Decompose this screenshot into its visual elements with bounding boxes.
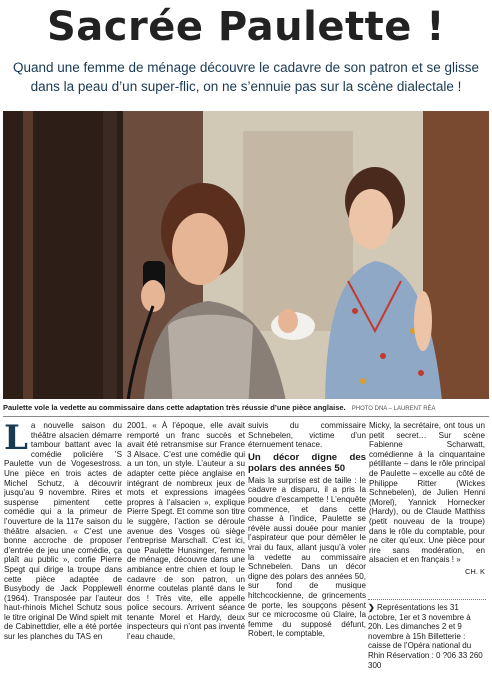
- article-text-col1: a nouvelle saison du théâtre alsacien démarre tambour battant avec la comédie policière ’S Paulette vun de Vogesestross. Une pièce en trois actes de Michel Schutz, à découvrir jusqu’au 9 novembre. Rires et suspense pimentent cette comédie qui a la primeur de l’ouverture de la 117e saison du théâtre alsacien. « C’est une bonne accroche de proposer d’entrée de jeu une comédie, ça plaît au public », confie Pierre Spegt qui dirige la troupe dans cette pièce adaptée de Busybody de Jack Popplewell (1964). Transposée par l’auteur haut-rhinois Michel Schutz sous le titre original De Wind spielt mit de Cabinettdier, elle a été portée sur les planches du TAS en: [4, 421, 122, 642]
- photo-illustration: [3, 111, 489, 399]
- article-text-col4: Micky, la secrétaire, ont tous un petit secret… Sur scène Fabienne Scharwatt, comédienne à la cinquantaine pétillante – dans le rôle principal de Paulette – excelle au côté de Philippe Ritter (Wickes Schnebelen), de Julien Henni (Morel), Yannick Hornecker (Hardy), ou de Claude Matthiss (petit nouveau de la troupe) dans le rôle du comptable, pour ne citer qu’eux. Une pièce pour rire sans modération, en alsacien et en français ! »: [369, 421, 485, 565]
- caption-rule: [3, 416, 489, 417]
- infobox-divider: [368, 599, 486, 600]
- standfirst: Quand une femme de ménage découvre le cadavre de son patron et se glisse dans la peau d’un super-flic, on ne s’ennuie pas sur la scène dialectale !: [12, 60, 480, 94]
- headline: Sacrée Paulette !: [46, 4, 445, 50]
- article-column-1: [4, 418, 122, 642]
- article-text-col3a: suivis du commissaire Schnebelen, victime d’un éternuement tenace.: [248, 421, 366, 450]
- practical-info-text: Représentations les 31 octobre, 1er et 3 novembre à 20h. Les dimanches 2 et 9 novembre à 15h Billetterie : caisse de l’Opéra national du Rhin Réservation : 0 ?06 33 260 300: [368, 603, 483, 670]
- photo-credit: PHOTO DNA – LAURENT RÉA: [351, 406, 436, 412]
- article-text-col3b: Mais la surprise est de taille : le cadavre a disparu, il a pris la poudre d’escampette ! L’enquête commence, et dans cette chasse à l’indice, Paulette se révèle aussi douée pour manier l’aspirateur que pour démêler le vrai du faux, allant jusqu’à voler la vedette au commissaire Schnebelen. Dans un décor digne des polars des années 50, sur fond de musique hitchcockienne, de grincements de porte, les soupçons pèsent sur ce microcosme où Claire, la femme du supposé défunt, Robert, le comptable,: [248, 475, 366, 639]
- article-column-2: [127, 421, 245, 642]
- article-column-3: [248, 421, 366, 639]
- caption-text: Paulette vole la vedette au commissaire dans cette adaptation très réussie d’une pièce anglaise.: [3, 403, 346, 412]
- photo-caption: [3, 401, 489, 415]
- article-photo: [3, 111, 489, 399]
- article-text-col2: 2001. « À l’époque, elle avait remporté un franc succès et avait été retransmise sur France 3 Alsace. C’est une comédie qui a un ton, un style. L’auteur a su adapter cette pièce anglaise en intégrant de nombreux jeux de mots et expressions imagées propres à l’alsacien », explique Pierre Spegt. Et comme son titre le suggère, l’action se déroule avenue des Vosges où siège l’entreprise Marschall. C’est ici, que Paulette Hunsinger, femme de ménage, découvre dans une ambiance entre chien et loup le cadavre de son patron, un énorme coutelas planté dans le dos ! Très vite, elle appelle police secours. Arrivent séance tenante Morel et Hardy, deux inspecteurs qui n’ont pas inventé l’eau chaude,: [127, 421, 245, 642]
- dropcap: L: [4, 418, 28, 458]
- practical-info-box: [368, 603, 486, 670]
- article-column-4: [369, 421, 485, 577]
- author-signature: CH. K: [464, 566, 485, 576]
- chevron-right-icon: ❯: [368, 603, 375, 612]
- subhead: Un décor digne des polars des années 50: [248, 451, 366, 474]
